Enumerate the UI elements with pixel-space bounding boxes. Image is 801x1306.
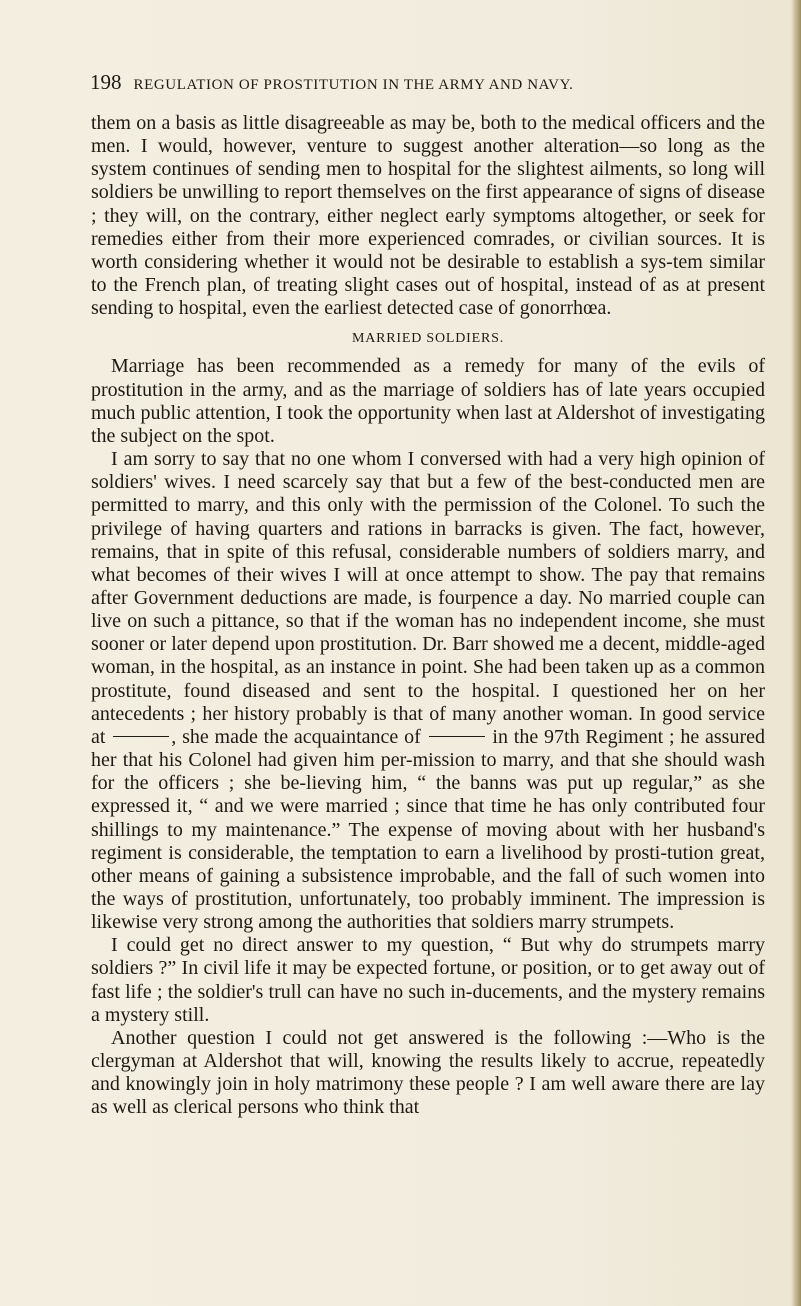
paragraph-text-segment: in the 97th Regiment ; he assured her that his Colonel had given him per-mission to marry, and that she should wash for the officers ; she be-lieving him, “ the banns was put up regular,” as she expressed it, “ and we were married ; since that time he has only contributed four shillings to my maintenance.” The expense of moving about with her husband's regiment is considerable, the temptation to earn a livelihood by prosti-tution great, other means of gaining a subsistence improbable, and the fall of such women into the ways of prostitution, unfortunately, too probably imminent. The impression is likewise very strong among the authorities that soldiers marry strumpets. (91, 725, 765, 934)
running-title: REGULATION OF PROSTITUTION IN THE ARMY AND NAVY. (133, 77, 574, 93)
paragraph-continued: them on a basis as little disagreeable as may be, both to the medical officers and the men. I would, however, venture to suggest another alteration—so long as the system continues of sending men to hospital for the slightest ailments, so long will soldiers be unwilling to report themselves on the first appearance of signs of disease ; they will, on the contrary, either neglect early symptoms altogether, or seek for remedies either from their more experienced comrades, or civilian sources. It is worth considering whether it would not be desirable to establish a sys-tem similar to the French plan, of treating slight cases out of hospital, instead of as at present sending to hospital, even the earliest detected case of gonorrhœa. (91, 112, 765, 320)
body-text (91, 112, 765, 1120)
running-head (90, 70, 770, 96)
paragraph-direct-answer: I could get no direct answer to my question, “ But why do strumpets marry soldiers ?” In civil life it may be expected fortune, or position, or to get away out of fast life ; the soldier's trull can have no such in-ducements, and the mystery remains a mystery still. (91, 934, 765, 1026)
page-number: 198 (90, 70, 122, 94)
paragraph-text-segment: , she made the acquaintance of (171, 725, 421, 748)
page-edge-shadow (791, 0, 801, 1306)
paragraph-soldiers-wives (91, 448, 765, 934)
section-heading: MARRIED SOLDIERS. (351, 331, 505, 347)
paragraph-marriage-remedy: Marriage has been recommended as a remedy for many of the evils of prostitution in the army, and as the marriage of soldiers has of late years occupied much public attention, I took the opportunity when last at Aldershot of investigating the subject on the spot. (91, 355, 765, 447)
redacted-place-dash (113, 736, 169, 737)
paragraph-clergyman-question: Another question I could not get answered is the following :—Who is the clergyman at Aldershot that will, knowing the results likely to accrue, repeatedly and knowingly join in holy matrimony these people ? I am well aware there are lay as well as clerical persons who think that (91, 1026, 765, 1119)
paragraph-text-segment: I am sorry to say that no one whom I conversed with had a very high opinion of soldiers' wives. I need scarcely say that but a few of the best-conducted men are permitted to marry, and this only with the permission of the Colonel. To such the privilege of having quarters and rations in barracks is given. The fact, however, remains, that in spite of this refusal, considerable numbers of soldiers marry, and what becomes of their wives I will at once attempt to show. The pay that remains after Government deductions are made, is fourpence a day. No married couple can live on such a pittance, so that if the woman has no independent income, she must sooner or later depend upon prostitution. Dr. Barr showed me a decent, middle-aged woman, in the hospital, as an instance in point. She had been taken up as a common prostitute, found diseased and sent to the hospital. I questioned her on her antecedents ; her history probably is that of many another woman. In good service at (91, 448, 765, 748)
redacted-name-dash (429, 736, 485, 737)
